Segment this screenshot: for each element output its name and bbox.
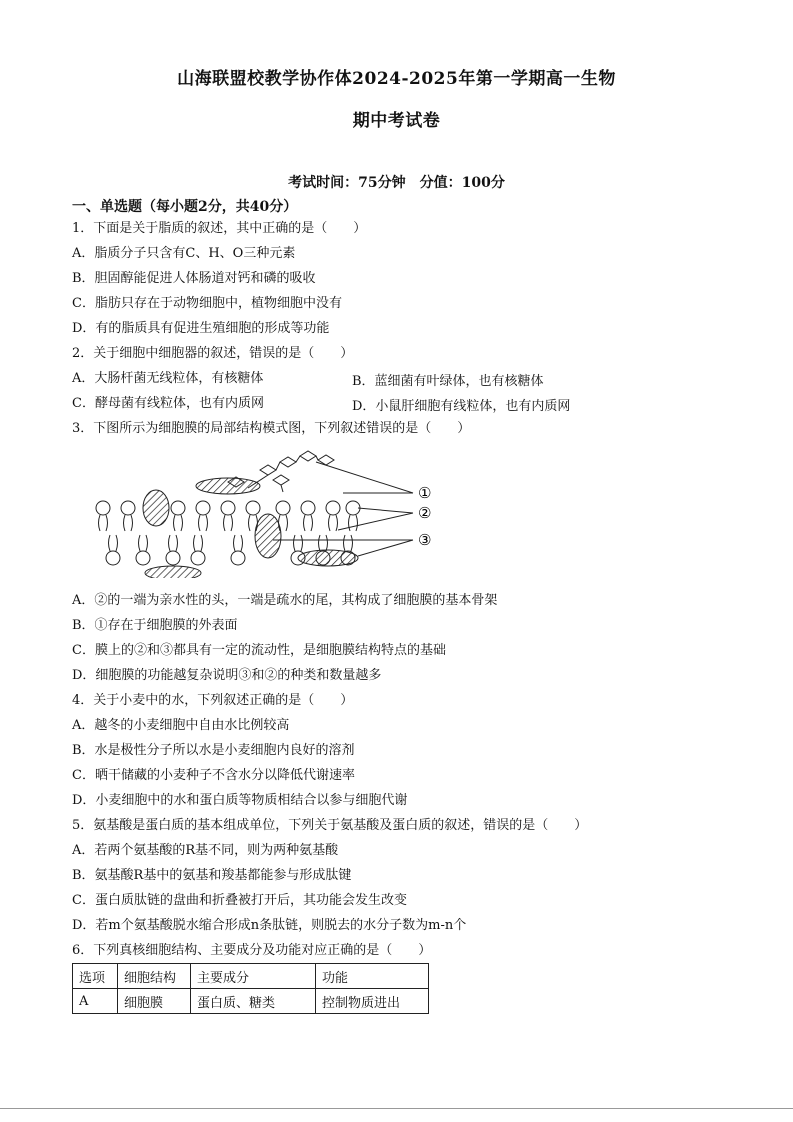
question-3-option-c: C．膜上的②和③都具有一定的流动性，是细胞膜结构特点的基础 (72, 643, 446, 658)
question-1-option-d: D．有的脂质具有促进生殖细胞的形成等功能 (72, 321, 330, 336)
question-2-option-c: C．酵母菌有线粒体，也有内质网 (72, 396, 264, 411)
question-2-option-d: D．小鼠肝细胞有线粒体，也有内质网 (352, 399, 571, 414)
section-heading: 一、单选题（每小题2分，共40分） (72, 199, 298, 215)
question-4-option-d: D．小麦细胞中的水和蛋白质等物质相结合以参与细胞代谢 (72, 793, 408, 808)
question-2-option-a: A．大肠杆菌无线粒体，有核糖体 (72, 371, 264, 386)
question-1-option-c: C．脂肪只存在于动物细胞中，植物细胞中没有 (72, 296, 342, 311)
cell-membrane-diagram (88, 448, 448, 578)
question-1-option-a: A．脂质分子只含有C、H、O三种元素 (72, 246, 296, 261)
question-3-stem: 3．下图所示为细胞膜的局部结构模式图，下列叙述错误的是（ ） (72, 421, 471, 436)
question-4-stem: 4．关于小麦中的水，下列叙述正确的是（ ） (72, 693, 354, 708)
question-6-stem: 6．下列真核细胞结构、主要成分及功能对应正确的是（ ） (72, 943, 432, 958)
question-5-option-c: C．蛋白质肽链的盘曲和折叠被打开后，其功能会发生改变 (72, 893, 407, 908)
label-2: ② (418, 504, 432, 522)
question-5-stem: 5．氨基酸是蛋白质的基本组成单位，下列关于氨基酸及蛋白质的叙述，错误的是（ ） (72, 818, 588, 833)
question-3-option-d: D．细胞膜的功能越复杂说明③和②的种类和数量越多 (72, 668, 382, 683)
question-5-option-a: A．若两个氨基酸的R基不同，则为两种氨基酸 (72, 843, 339, 858)
question-5-option-b: B．氨基酸R基中的氨基和羧基都能参与形成肽键 (72, 868, 352, 883)
table-cell: 控制物质进出 (316, 989, 429, 1014)
question-2-option-b: B．蓝细菌有叶绿体，也有核糖体 (352, 374, 544, 389)
question-1-stem: 1．下面是关于脂质的叙述，其中正确的是（ ） (72, 221, 367, 236)
exam-title: 山海联盟校教学协作体2024-2025年第一学期高一生物 (177, 69, 616, 89)
question-3-option-a: A．②的一端为亲水性的头，一端是疏水的尾，其构成了细胞膜的基本骨架 (72, 593, 498, 608)
question-1-option-b: B．胆固醇能促进人体肠道对钙和磷的吸收 (72, 271, 316, 286)
question-2-stem: 2．关于细胞中细胞器的叙述，错误的是（ ） (72, 346, 354, 361)
table-header: 主要成分 (191, 964, 316, 989)
question-5-option-d: D．若m个氨基酸脱水缩合形成n条肽链，则脱去的水分子数为m-n个 (72, 918, 467, 933)
question-6-table (72, 963, 429, 1014)
page-bottom-rule (0, 1108, 793, 1109)
table-cell: 细胞膜 (118, 989, 191, 1014)
glycoprotein (196, 478, 260, 494)
question-4-option-c: C．晒干储藏的小麦种子不含水分以降低代谢速率 (72, 768, 355, 783)
label-1: ① (418, 484, 432, 502)
table-header: 功能 (316, 964, 429, 989)
table-row (73, 989, 429, 1014)
table-cell: A (73, 989, 118, 1014)
exam-subtitle: 期中考试卷 (352, 111, 441, 131)
peripheral-protein-1 (145, 566, 201, 578)
question-4-option-a: A．越冬的小麦细胞中自由水比例较高 (72, 718, 290, 733)
table-header-row (73, 964, 429, 989)
table-header: 细胞结构 (118, 964, 191, 989)
table-cell: 蛋白质、糖类 (191, 989, 316, 1014)
exam-info: 考试时间：75分钟 分值：100分 (288, 175, 505, 191)
membrane-protein-1 (143, 490, 169, 526)
membrane-protein-2 (255, 514, 281, 558)
question-3-option-b: B．①存在于细胞膜的外表面 (72, 618, 238, 633)
label-3: ③ (418, 531, 432, 549)
peripheral-protein-2 (298, 550, 358, 566)
question-4-option-b: B．水是极性分子所以水是小麦细胞内良好的溶剂 (72, 743, 355, 758)
table-header: 选项 (73, 964, 118, 989)
